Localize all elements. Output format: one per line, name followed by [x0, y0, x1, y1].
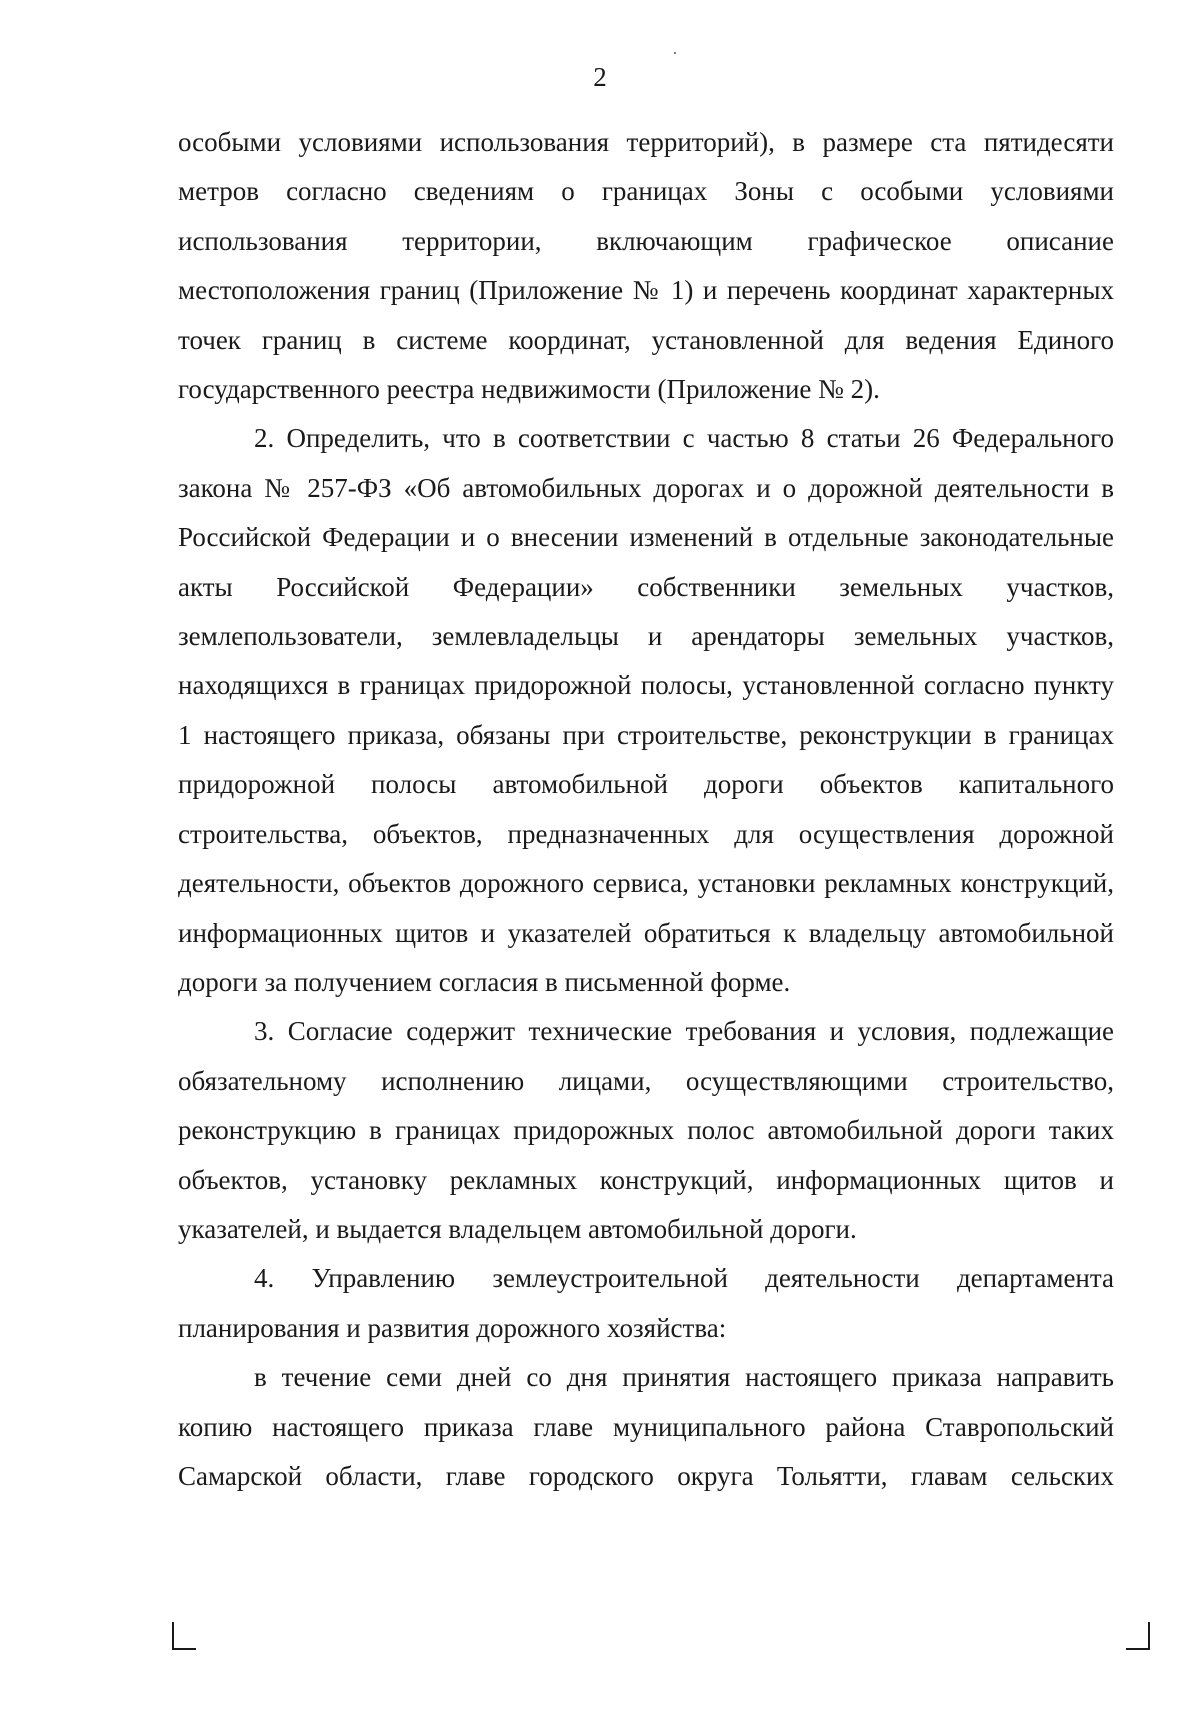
scan-speck — [674, 52, 676, 54]
paragraph-item-4-directive: в течение семи дней со дня принятия настоящего приказа направить копию настоящего приказа главе муниципального района Ставропольский Самарской области, главе городского округа Тольятти, главам сельских — [178, 1362, 1114, 1491]
document-body — [178, 118, 1114, 1501]
scan-corner-mark-left — [172, 1622, 196, 1650]
paragraph-item-4: 4. Управлению землеустроительной деятельности департамента планирования и развития дорожного хозяйства: — [178, 1263, 1114, 1343]
scan-corner-mark-right — [1126, 1622, 1150, 1650]
paragraph-item-3: 3. Согласие содержит технические требования и условия, подлежащие обязательному исполнению лицами, осуществляющими строительство, реконструкцию в границах придорожных полос автомобильной дороги таких объектов, установку рекламных конструкций, информационных щитов и указателей, и выдается владельцем автомобильной дороги. — [178, 1016, 1114, 1244]
paragraph-item-2: 2. Определить, что в соответствии с частью 8 статьи 26 Федерального закона № 257-ФЗ «Об автомобильных дорогах и о дорожной деятельности в Российской Федерации и о внесении изменений в отдельные законодательные акты Российской Федерации» собственники земельных участков, землепользователи, землевладельцы и арендаторы земельных участков, находящихся в границах придорожной полосы, установленной согласно пункту 1 настоящего приказа, обязаны при строительстве, реконструкции в границах придорожной полосы автомобильной дороги объектов капитального строительства, объектов, предназначенных для осуществления дорожной деятельности, объектов дорожного сервиса, установки рекламных конструкций, информационных щитов и указателей обратиться к владельцу автомобильной дороги за получением согласия в письменной форме. — [178, 423, 1114, 997]
page-number: 2 — [593, 62, 607, 92]
paragraph-continuation: особыми условиями использования территорий), в размере ста пятидесяти метров согласно сведениям о границах Зоны с особыми условиями использования территории, включающим графическое описание местоположения границ (Приложение № 1) и перечень координат характерных точек границ в системе координат, установленной для ведения Единого государственного реестра недвижимости (Приложение № 2). — [178, 127, 1114, 405]
